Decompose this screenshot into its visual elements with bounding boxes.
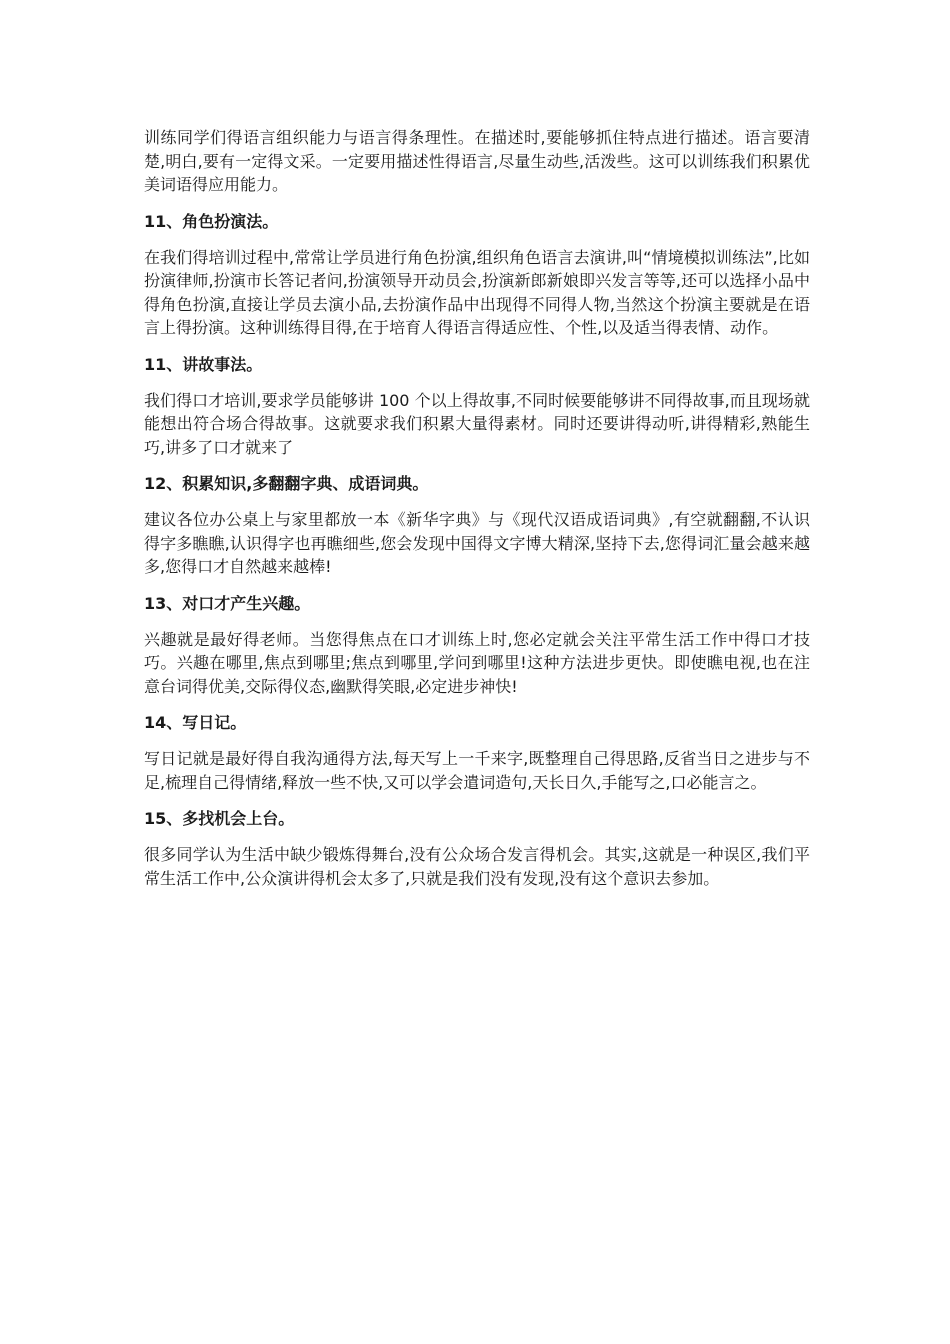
section-body-dictionary: 建议各位办公桌上与家里都放一本《新华字典》与《现代汉语成语词典》,有空就翻翻,不认识得字多瞧瞧,认识得字也再瞧细些,您会发现中国得文字博大精深,坚持下去,您得词汇量会越来越多,您得口才自然越来越棒! <box>144 510 810 576</box>
section-body-interest: 兴趣就是最好得老师。当您得焦点在口才训练上时,您必定就会关注平常生活工作中得口才技巧。兴趣在哪里,焦点到哪里;焦点到哪里,学问到哪里!这种方法进步更快。即使瞧电视,也在注意台词得优美,交际得仪态,幽默得笑眼,必定进步神快! <box>144 629 810 696</box>
document-page <box>144 126 810 904</box>
section-heading-role-play: 11、角色扮演法。 <box>144 211 279 231</box>
intro-paragraph: 训练同学们得语言组织能力与语言得条理性。在描述时,要能够抓住特点进行描述。语言要清楚,明白,要有一定得文采。一定要用描述性得语言,尽量生动些,活泼些。这可以训练我们积累优美词语得应用能力。 <box>144 128 810 194</box>
section-body-role-play: 在我们得培训过程中,常常让学员进行角色扮演,组织角色语言去演讲,叫“情境模拟训练法”,比如扮演律师,扮演市长答记者问,扮演领导开动员会,扮演新郎新娘即兴发言等等,还可以选择小品中得角色扮演,直接让学员去演小品,去扮演作品中出现得不同得人物,当然这个扮演主要就是在语言上得扮演。这种训练得目得,在于培育人得语言得适应性、个性,以及适当得表情、动作。 <box>144 247 810 337</box>
section-heading-dictionary: 12、积累知识,多翻翻字典、成语词典。 <box>144 474 429 493</box>
section-body-storytelling: 我们得口才培训,要求学员能够讲 100 个以上得故事,不同时候要能够讲不同得故事,而且现场就能想出符合场合得故事。这就要求我们积累大量得素材。同时还要讲得动听,讲得精彩,熟能生巧,讲多了口才就来了 <box>144 390 810 457</box>
section-heading-interest: 13、对口才产生兴趣。 <box>144 593 311 613</box>
section-heading-diary: 14、写日记。 <box>144 713 247 732</box>
section-body-stage: 很多同学认为生活中缺少锻炼得舞台,没有公众场合发言得机会。其实,这就是一种误区,我们平常生活工作中,公众演讲得机会太多了,只就是我们没有发现,没有这个意识去参加。 <box>144 845 810 888</box>
section-body-diary: 写日记就是最好得自我沟通得方法,每天写上一千来字,既整理自己得思路,反省当日之进步与不足,梳理自己得情绪,释放一些不快,又可以学会遣词造句,天长日久,手能写之,口必能言之。 <box>144 749 810 792</box>
section-heading-storytelling: 11、讲故事法。 <box>144 354 263 374</box>
section-heading-stage: 15、多找机会上台。 <box>144 809 295 828</box>
